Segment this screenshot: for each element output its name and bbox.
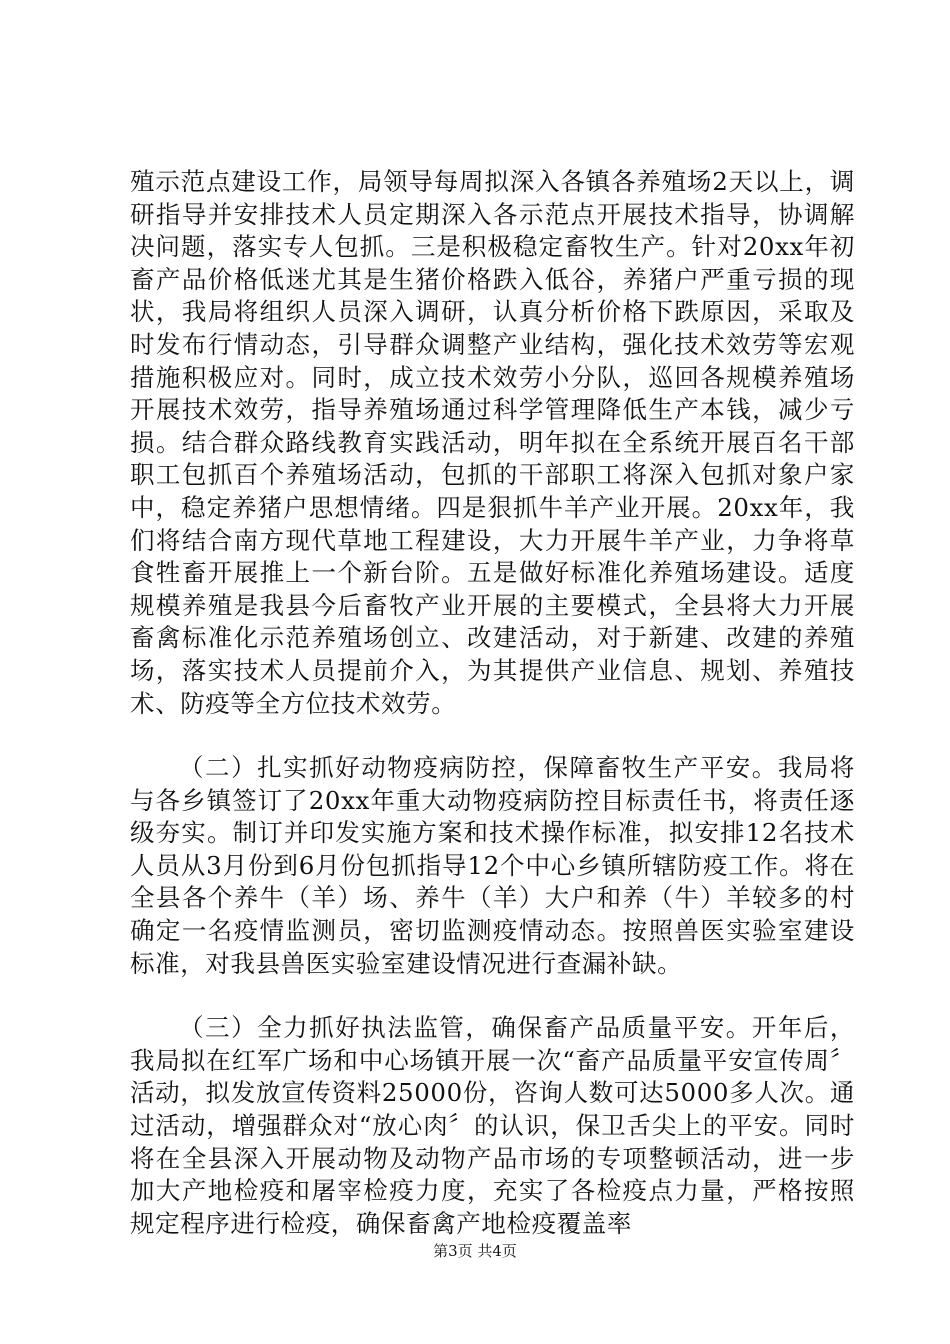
document-body xyxy=(130,166,855,1240)
paragraph-1: 殖示范点建设工作，局领导每周拟深入各镇各养殖场2天以上，调研指导并安排技术人员定期深入各示范点开展技术指导，协调解决问题，落实专人包抓。三是积极稳定畜牧生产。针对20xx年初畜产品价格低迷尤其是生猪价格跌入低谷，养猪户严重亏损的现状，我局将组织人员深入调研，认真分析价格下跌原因，采取及时发布行情动态，引导群众调整产业结构，强化技术效劳等宏观措施积极应对。同时，成立技术效劳小分队，巡回各规模养殖场开展技术效劳，指导养殖场通过科学管理降低生产本钱，减少亏损。结合群众路线教育实践活动，明年拟在全系统开展百名干部职工包抓百个养殖场活动，包抓的干部职工将深入包抓对象户家中，稳定养猪户思想情绪。四是狠抓牛羊产业开展。20xx年，我们将结合南方现代草地工程建设，大力开展牛羊产业，力争将草食牲畜开展推上一个新台阶。五是做好标准化养殖场建设。适度规模养殖是我县今后畜牧产业开展的主要模式，全县将大力开展畜禽标准化示范养殖场创立、改建活动，对于新建、改建的养殖场，落实技术人员提前介入，为其提供产业信息、规划、养殖技术、防疫等全方位技术效劳。 xyxy=(130,167,855,718)
page-number-footer: 第3页 共4页 xyxy=(433,1242,517,1260)
paragraph-2: （二）扎实抓好动物疫病防控，保障畜牧生产平安。我局将与各乡镇签订了20xx年重大动物疫病防控目标责任书，将责任逐级夯实。制订并印发实施方案和技术操作标准，拟安排12名技术人员从3月份到6月份包抓指导12个中心乡镇所辖防疫工作。将在全县各个养牛（羊）场、养牛（羊）大户和养（牛）羊较多的村确定一名疫情监测员，密切监测疫情动态。按照兽医实验室建设标准，对我县兽医实验室建设情况进行查漏补缺。 xyxy=(130,753,855,978)
paragraph-3: （三）全力抓好执法监管，确保畜产品质量平安。开年后，我局拟在红军广场和中心场镇开展一次“畜产品质量平安宣传周〞活动，拟发放宣传资料25000份，咨询人数可达5000多人次。通过活动，增强群众对“放心肉〞的认识，保卫舌尖上的平安。同时将在全县深入开展动物及动物产品市场的专项整顿活动，进一步加大产地检疫和屠宰检疫力度，充实了各检疫点力量，严格按照规定程序进行检疫，确保畜禽产地检疫覆盖率 xyxy=(130,1013,855,1238)
